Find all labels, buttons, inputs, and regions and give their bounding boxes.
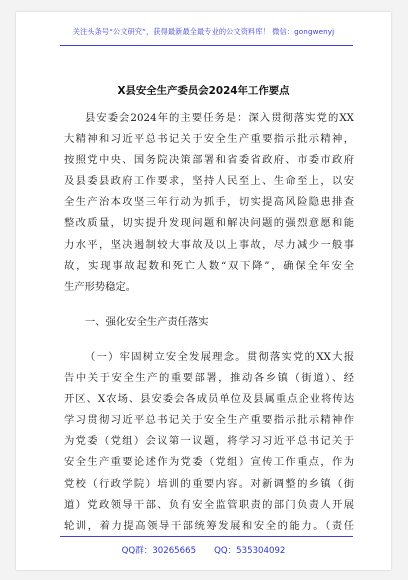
paragraph-line: 大精神和习近平总书记关于安全生产重要指示批示精神， (64, 133, 354, 146)
paragraph-line: 告中关于安全生产的重要部署，推动各乡镇（街道）、经 (64, 372, 354, 385)
paragraph-line: 县安委会2024年的主要任务是：深入贯彻落实党的XX (85, 112, 354, 124)
paragraph-line: 开区、X农场、县安委会各成员单位及县属重点企业将传达 (64, 393, 354, 406)
paragraph-line: 党校（行政学院）培训的重要内容。对新调整的乡镇（街 (64, 477, 354, 490)
paragraph-responsibility (64, 347, 354, 537)
paragraph-gap (64, 298, 354, 312)
paragraph-line: 全生产治本攻坚三年行动为抓手，切实提高风险隐患排查 (64, 196, 354, 209)
paragraph-line: 安全生产重要论述作为党委（党组）宣传工作重点，作为 (64, 456, 354, 469)
paragraph-line: 为党委（党组）会议第一议题，将学习习近平总书记关于 (64, 435, 354, 448)
paragraph-line: 生产形势稳定。 (64, 280, 137, 293)
paragraph-gap (64, 333, 354, 347)
paragraph-intro (64, 108, 354, 298)
footer-divider (60, 536, 353, 537)
paragraph-line: 学习贯彻习近平总书记关于安全生产重要指示批示精神作 (64, 414, 354, 427)
paragraph-line: 整改质量，切实提升发现问题和解决问题的强烈意愿和能 (64, 217, 354, 230)
footer-qq-number: QQ：535304092 (214, 546, 286, 556)
section-heading: 一、强化安全生产责任落实 (85, 315, 209, 328)
paragraph-line: 按照党中央、国务院决策部署和省委省政府、市委市政府 (64, 154, 354, 167)
document-page (16, 12, 391, 570)
header-banner: 关注头条号“公文研究”，获得最新最全最专业的公文资料库！ 微信：gongwenyj (72, 27, 335, 36)
paragraph-line: 及县委县政府工作要求，坚持人民至上、生命至上，以安 (64, 175, 354, 188)
document-body (64, 108, 354, 537)
header-divider (60, 45, 353, 46)
paragraph-line: 轮训，着力提高领导干部统筹发展和安全的能力。（责任 (64, 519, 354, 532)
paragraph-line: 故，实现事故起数和死亡人数“双下降”，确保全年安全 (64, 259, 354, 272)
footer-contact (16, 544, 391, 556)
paragraph-line: （一）牢固树立安全发展理念。贯彻落实党的XX大报 (85, 350, 354, 363)
footer-qq-group: QQ群：30265665 (121, 546, 197, 556)
document-title: X县安全生产委员会2024年工作要点 (117, 85, 290, 97)
paragraph-line: 力水平，坚决遏制较大事故及以上事故，尽力减少一般事 (64, 238, 354, 251)
paragraph-line: 道）党政领导干部、负有安全监管职责的部门负责人开展 (64, 498, 354, 511)
